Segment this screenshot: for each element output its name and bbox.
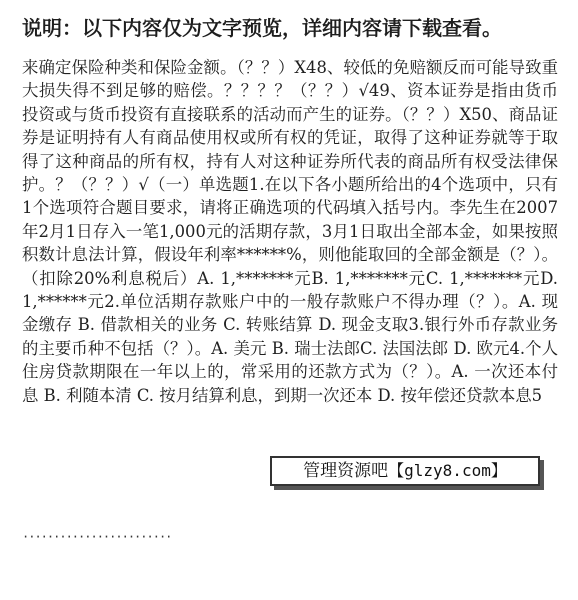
preview-notice-heading: 说明：以下内容仅为文字预览，详细内容请下载查看。 <box>22 16 502 40</box>
site-watermark <box>270 456 540 486</box>
watermark-site-name: 管理资源吧 <box>303 461 389 481</box>
document-body-text: 来确定保险种类和保险金额。（？？）X48、较低的免赔额反而可能导致重大损失得不到足够的赔偿。？？？？（？？）√49、资本证券是指由货币投资或与货币投资有直接联系的活动而产生的证券。（？？）X50、商品证券是证明持有人有商品使用权或所有权的凭证，取得了这种证券就等于取得了这种商品的所有权，持有人对这种证券所代表的商品所有权受法律保护。？（？？）√（一）单选题1.在以下各小题所给出的4个选项中，只有1个选项符合题目要求，请将正确选项的代码填入括号内。李先生在2007年2月1日存入一笔1,000元的活期存款，3月1日取出全部本金，如果按照积数计息法计算，假设年利率******%，则他能取回的全部金额是（？）。（扣除20%利息税后）A. 1,*******元B. 1,*******元C. 1,*******元D. 1,******元2.单位活期存款账户中的一般存款账户不得办理（？）。A. 现金缴存 B. 借款相关的业务 C. 转账结算 D. 现金支取3.银行外币存款业务的主要币种不包括（？）。A. 美元 B. 瑞士法郎C. 法国法郎 D. 欧元4.个人住房贷款期限在一年以上的，常采用的还款方式为（？）。A. 一次还本付息 B. 利随本清 C. 按月结算利息，到期一次还本 D. 按年偿还贷款本息5 <box>22 58 558 405</box>
trailing-dots: ························ <box>22 530 172 544</box>
watermark-domain: 【glzy8.com】 <box>388 461 507 480</box>
